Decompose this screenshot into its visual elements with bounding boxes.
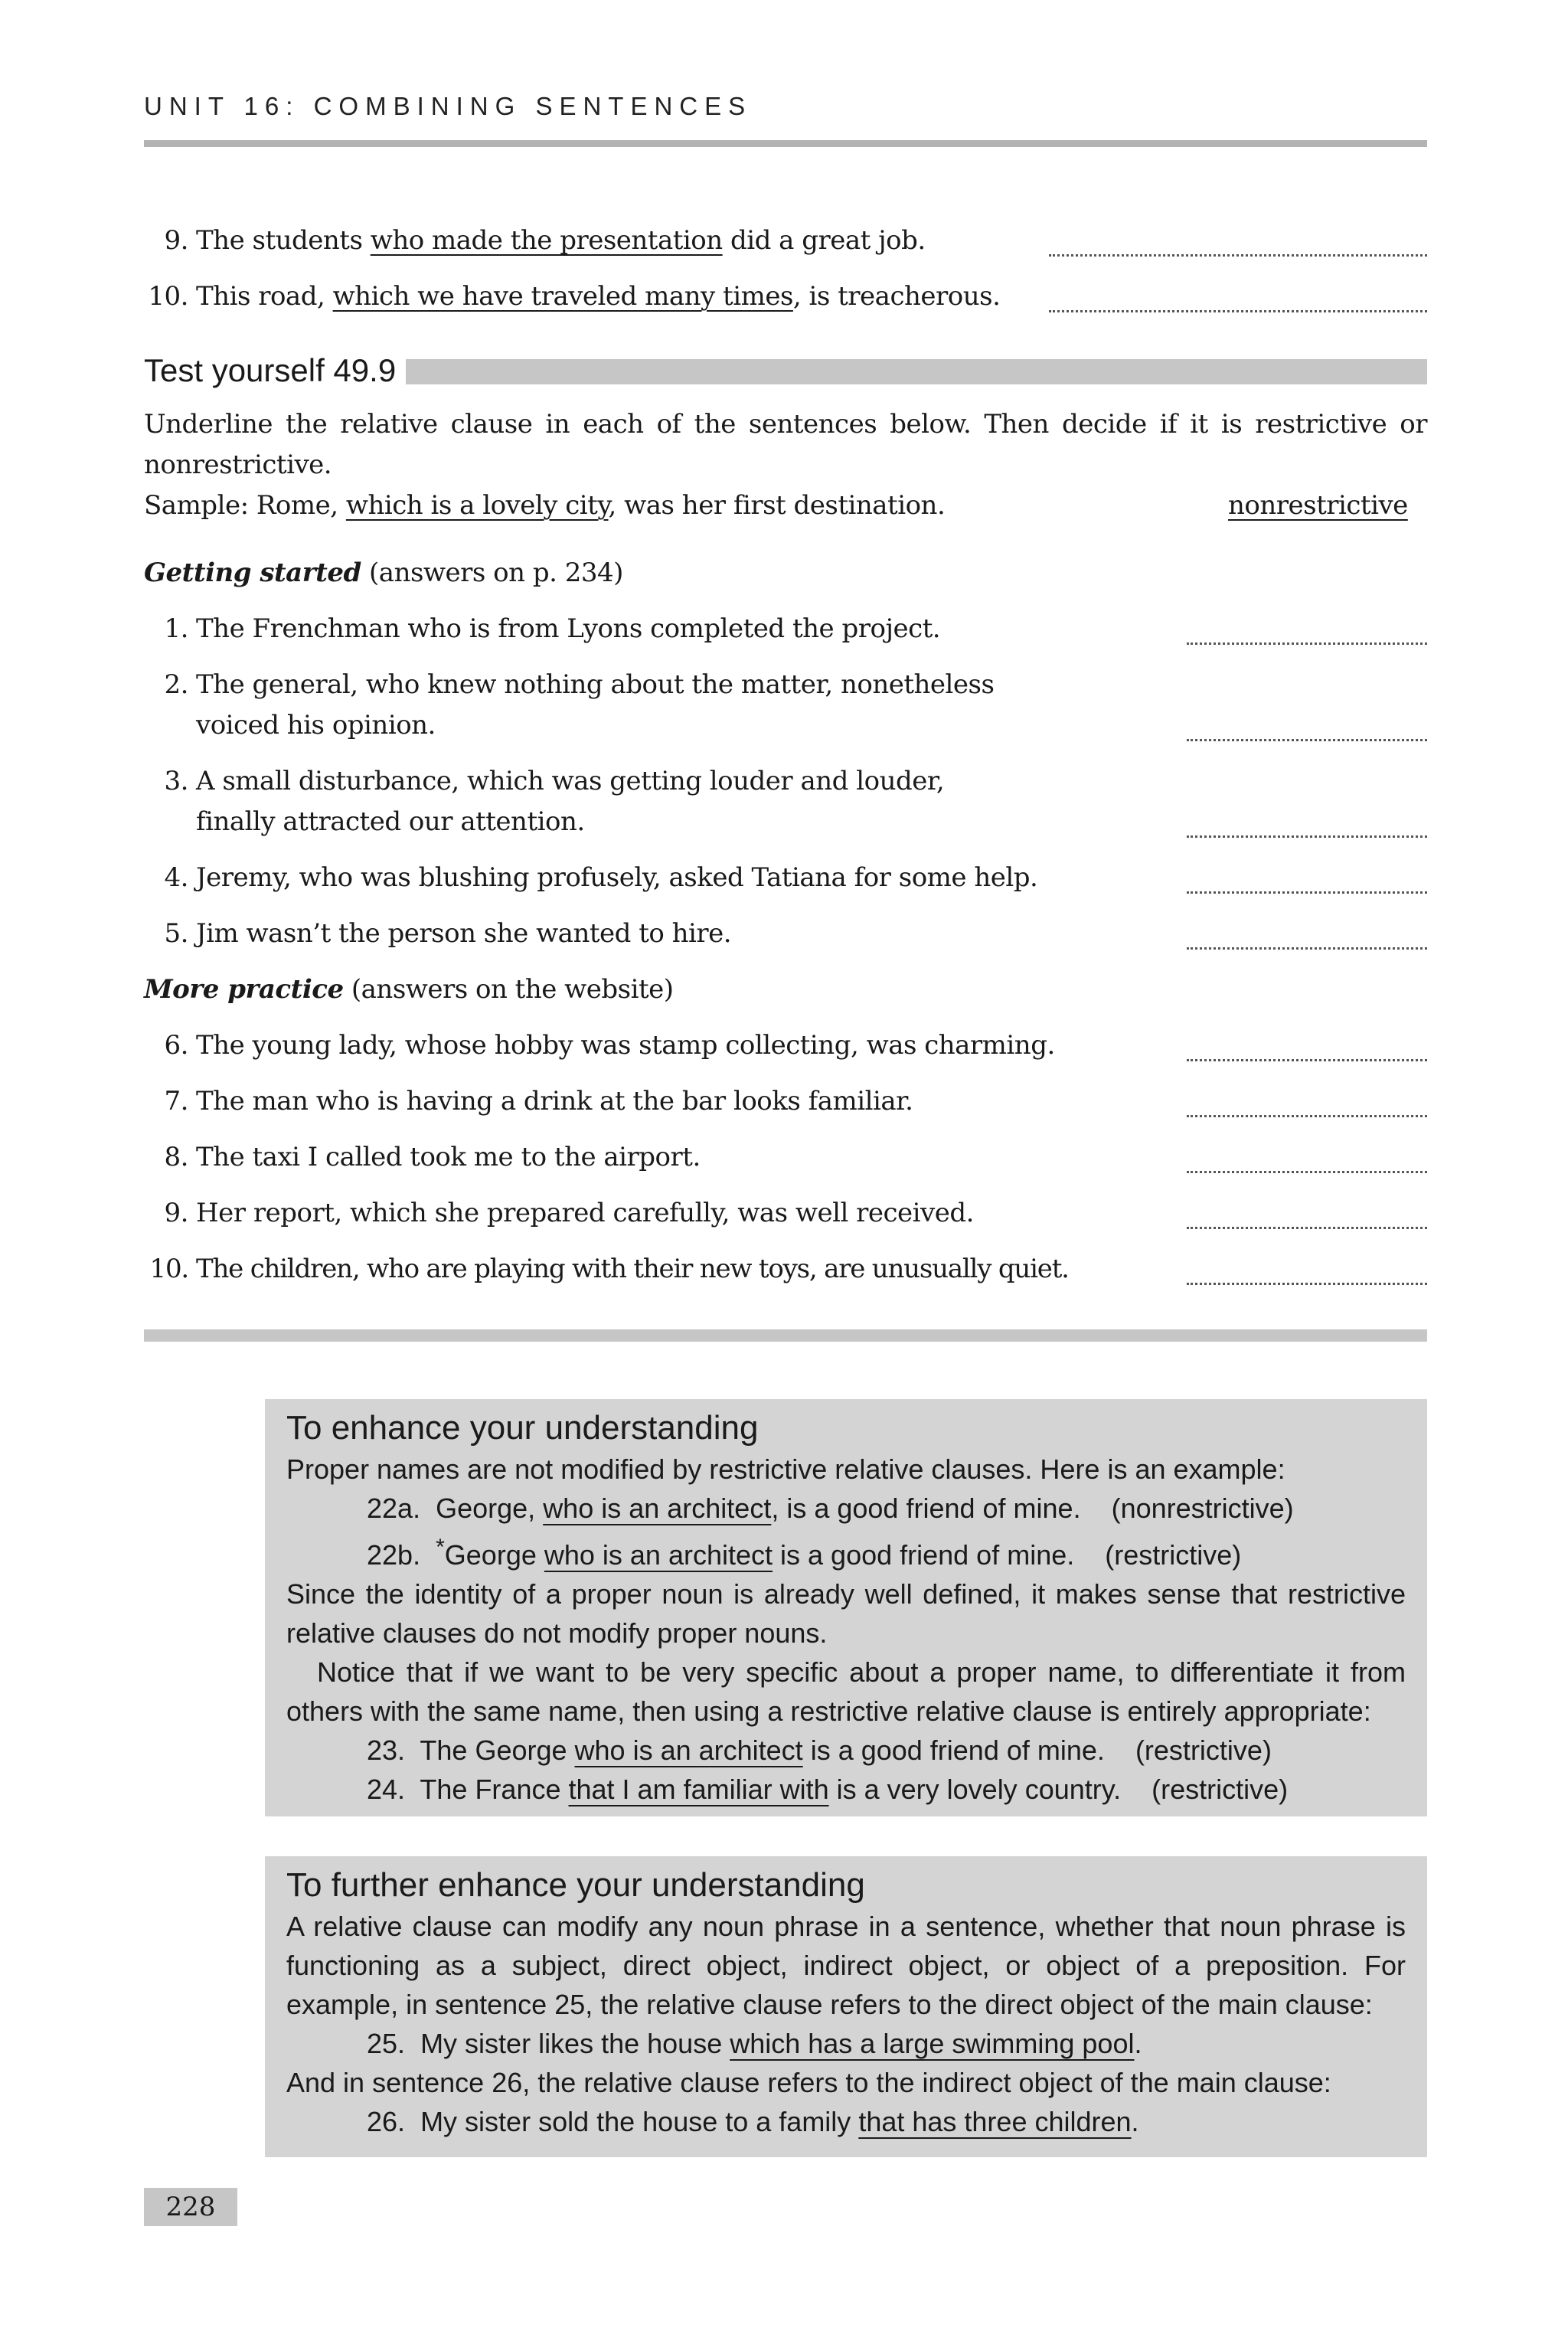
answer-blank[interactable] [1187, 891, 1427, 894]
exercise-item-8: 8. The taxi I called took me to the airport. [144, 1137, 1427, 1178]
example-26: 26. My sister sold the house to a family that has three children. [367, 2106, 1139, 2137]
item-number: 2. [164, 669, 188, 700]
exercise-item-7: 7. The man who is having a drink at the bar looks familiar. [144, 1081, 1427, 1122]
relative-clause: who is an architect [574, 1734, 803, 1766]
getting-started-label: Getting started (answers on p. 234) [144, 557, 623, 588]
exercise-item-5: 5. Jim wasn’t the person she wanted to hire. [144, 914, 1427, 954]
section-heading: Test yourself 49.9 [144, 352, 397, 388]
sample-line: Sample: Rome, which is a lovely city, was her first destination. nonrestrictive [144, 486, 1427, 526]
box-paragraph: A relative clause can modify any noun phrase in a sentence, whether that noun phrase is functioning as a subject, direct object, indirect object, or object of a preposition. For example, in sentence 25, the relative clause refers to the direct object of the main clause: [286, 1911, 1406, 2020]
instructions: Underline the relative clause in each of the sentences below. Then decide if it is restrictive or nonrestrictive. [144, 409, 1427, 480]
relative-clause: which we have traveled many times [332, 281, 793, 312]
answer-blank[interactable] [1187, 835, 1427, 838]
answer-blank[interactable] [1187, 1227, 1427, 1229]
relative-clause: that I am familiar with [568, 1774, 829, 1805]
relative-clause: who made the presentation [370, 225, 723, 256]
item-number: 4. [164, 862, 188, 893]
answer-blank[interactable] [1187, 1059, 1427, 1061]
answer-blank[interactable] [1187, 1283, 1427, 1285]
box-title: To further enhance your understanding [286, 1866, 865, 1904]
answer-blank[interactable] [1187, 1115, 1427, 1117]
example-22a: 22a. George, who is an architect, is a good friend of mine. (nonrestrictive) [367, 1493, 1294, 1524]
header-rule [144, 140, 1427, 147]
further-enhance-box [265, 1856, 1427, 2157]
section-rule [144, 1329, 1427, 1342]
item-number: 10. [149, 1254, 188, 1284]
item-number: 3. [164, 766, 188, 796]
sample-answer: nonrestrictive [1228, 490, 1408, 521]
box-paragraph: Since the identity of a proper noun is already well defined, it makes sense that restrictive relative clauses do not modify proper nouns. [286, 1578, 1406, 1649]
relative-clause: which is a lovely city [345, 490, 609, 521]
prev-item-9: 9. The students who made the presentation did a great job. [144, 221, 1427, 261]
answer-blank[interactable] [1187, 1171, 1427, 1173]
page-number: 228 [144, 2188, 237, 2226]
exercise-item-1: 1. The Frenchman who is from Lyons completed the project. [144, 609, 1427, 649]
running-header: UNIT 16: COMBINING SENTENCES [144, 92, 753, 120]
example-24: 24. The France that I am familiar with is a very lovely country. (restrictive) [367, 1774, 1289, 1805]
relative-clause: who is an architect [543, 1493, 772, 1524]
exercise-item-10: 10. The children, who are playing with their new toys, are unusually quiet. [144, 1249, 1427, 1290]
item-number: 10. [148, 281, 188, 312]
item-number: 8. [164, 1142, 188, 1172]
item-number: 7. [164, 1086, 188, 1117]
box-paragraph: Notice that if we want to be very specific about a proper name, to differentiate it from others with the same name, then using a restrictive relative clause is entirely appropriate: [286, 1656, 1406, 1727]
prev-item-10: 10. This road, which we have traveled many times, is treacherous. [144, 276, 1427, 317]
exercise-item-6: 6. The young lady, whose hobby was stamp collecting, was charming. [144, 1025, 1427, 1066]
item-number: 9. [164, 1198, 188, 1228]
box-title: To enhance your understanding [286, 1409, 759, 1447]
box-intro: Proper names are not modified by restrictive relative clauses. Here is an example: [286, 1453, 1285, 1485]
heading-bar [406, 359, 1427, 384]
relative-clause: which has a large swimming pool [730, 2028, 1135, 2059]
item-number: 6. [164, 1030, 188, 1061]
more-practice-label: More practice (answers on the website) [144, 974, 674, 1005]
example-22b: 22b. *George who is an architect is a good friend of mine. (restrictive) [367, 1535, 1242, 1571]
exercise-item-4: 4. Jeremy, who was blushing profusely, asked Tatiana for some help. [144, 858, 1427, 898]
box-paragraph: And in sentence 26, the relative clause refers to the indirect object of the main clause: [286, 2067, 1331, 2098]
exercise-item-2: 2. The general, who knew nothing about the matter, nonetheless voiced his opinion. [144, 665, 1427, 746]
example-25: 25. My sister likes the house which has a large swimming pool. [367, 2028, 1142, 2059]
answer-blank[interactable] [1187, 739, 1427, 741]
answer-blank[interactable] [1187, 642, 1427, 645]
item-number: 1. [164, 613, 188, 644]
answer-blank[interactable] [1187, 947, 1427, 950]
relative-clause: that has three children [858, 2106, 1132, 2137]
answer-blank[interactable] [1049, 254, 1427, 257]
relative-clause: who is an architect [544, 1539, 773, 1571]
exercise-item-3: 3. A small disturbance, which was getting louder and louder, finally attracted our attention. [144, 761, 1427, 842]
enhance-understanding-box [265, 1399, 1427, 1816]
answer-blank[interactable] [1049, 310, 1427, 312]
exercise-item-9: 9. Her report, which she prepared carefully, was well received. [144, 1193, 1427, 1234]
item-number: 5. [164, 918, 188, 949]
item-number: 9. [164, 225, 188, 256]
example-23: 23. The George who is an architect is a good friend of mine. (restrictive) [367, 1734, 1272, 1766]
